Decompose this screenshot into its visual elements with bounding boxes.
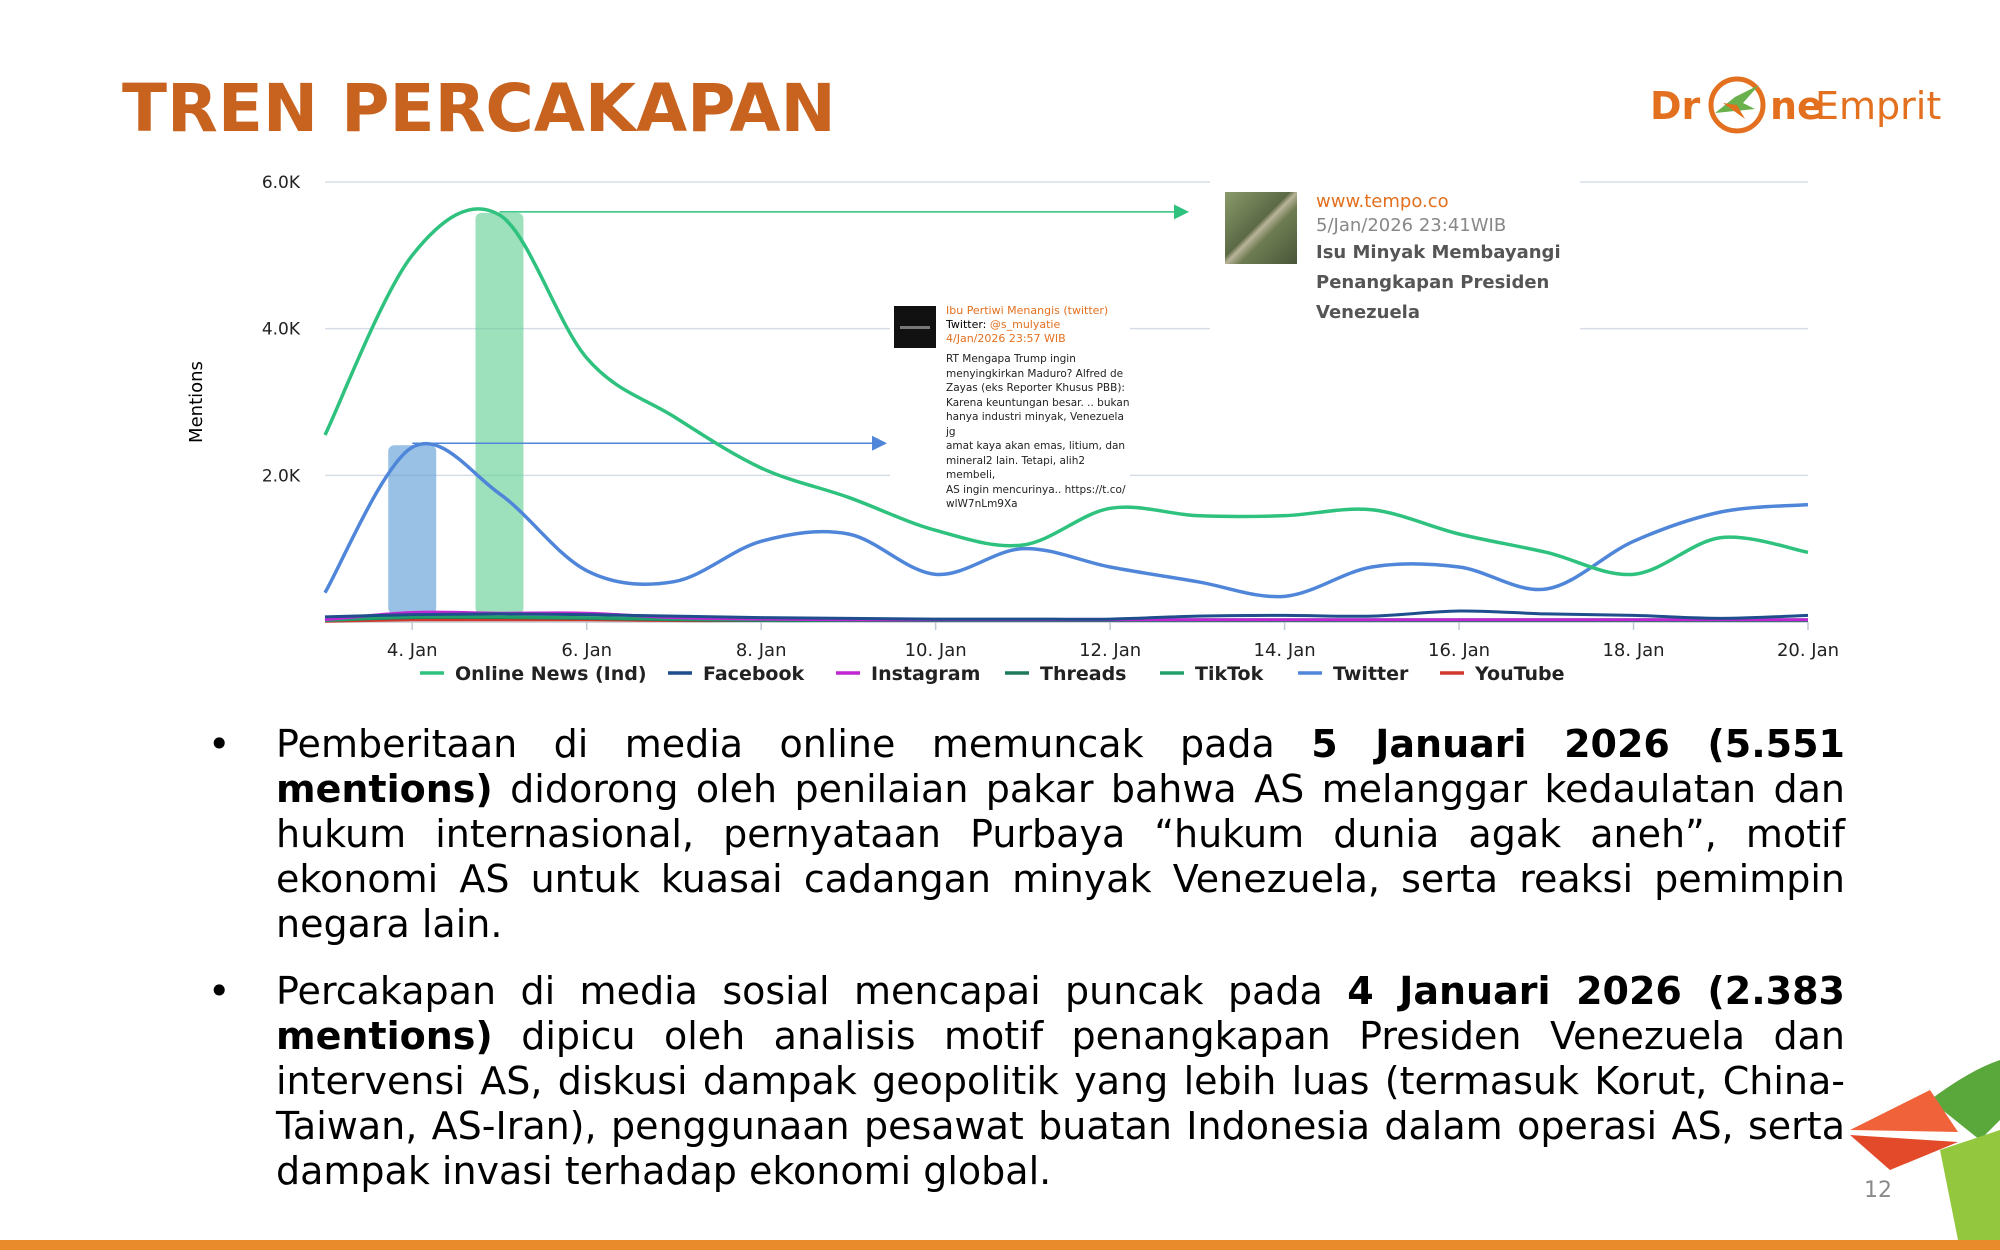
twitter-handle: @s_mulyatie <box>989 318 1061 331</box>
twitter-body-line: amat kaya akan emas, litium, dan <box>946 440 1126 452</box>
twitter-body-line: RT Mengapa Trump ingin <box>946 353 1076 365</box>
x-tick-label: 10. Jan <box>904 640 967 661</box>
finding-bullet-online-news <box>200 722 1845 947</box>
y-axis-label: Mentions <box>186 361 207 443</box>
twitter-post-annotation <box>890 298 1130 510</box>
news-thumbnail <box>1225 192 1297 264</box>
x-tick-label: 20. Jan <box>1776 640 1840 661</box>
legend-item-label[interactable]: TikTok <box>1195 663 1264 685</box>
tempo-news-annotation <box>1210 180 1580 330</box>
corner-leaf-decoration <box>1840 1050 2000 1250</box>
twitter-body-line: wlW7nLm9Xa <box>946 498 1018 510</box>
twitter-avatar <box>894 306 936 348</box>
twitter-body-line: hanya industri minyak, Venezuela jg <box>946 411 1124 438</box>
legend-item-label[interactable]: Online News (Ind) <box>455 663 647 685</box>
legend-item-label[interactable]: YouTube <box>1475 663 1565 685</box>
y-tick-label: 2.0K <box>261 466 300 487</box>
chart-y-tick-labels <box>262 173 301 486</box>
x-tick-label: 6. Jan <box>561 640 613 661</box>
legend-item-label[interactable]: Facebook <box>703 663 805 685</box>
twitter-datetime: 4/Jan/2026 23:57 WIB <box>946 332 1066 345</box>
chart-highlight-bars <box>388 213 523 614</box>
logo-text-dr: Dr <box>1650 84 1701 128</box>
twitter-source: Ibu Pertiwi Menangis (twitter) <box>946 304 1109 317</box>
news-headline-line: Penangkapan Presiden <box>1316 272 1550 293</box>
bullet-1-rest: didorong oleh penilaian pakar bahwa AS melanggar kedaulatan dan hukum internasional, pernyataan Purbaya “hukum dunia agak aneh”, motif ekonomi AS untuk kuasai cadangan minyak Venezuela, serta reaksi pemimpin negara lain. <box>276 767 1845 946</box>
twitter-body-line: menyingkirkan Maduro? Alfred de <box>946 367 1124 380</box>
highlight-bar <box>475 213 523 614</box>
twitter-handle-line <box>946 318 1136 332</box>
logo-text-ne: ne <box>1770 84 1823 128</box>
twitter-body-line: Zayas (eks Reporter Khusus PBB): <box>946 382 1125 394</box>
bottom-accent-bar <box>0 1240 2000 1250</box>
y-tick-label: 6.0K <box>261 173 300 193</box>
news-headline <box>1316 238 1561 328</box>
finding-bullet-social-media <box>200 969 1845 1194</box>
y-tick-label: 4.0K <box>261 319 300 340</box>
chart-x-tick-labels <box>387 622 1839 661</box>
logo-text-emprit: Emprit <box>1815 84 1942 128</box>
bullet-2-intro: Percakapan di media sosial mencapai puncak pada <box>276 969 1348 1013</box>
x-tick-label: 8. Jan <box>735 640 787 661</box>
news-datetime: 5/Jan/2026 23:41WIB <box>1316 215 1507 236</box>
bullet-1-intro: Pemberitaan di media online memuncak pada <box>276 722 1312 766</box>
news-headline-line: Venezuela <box>1316 302 1420 323</box>
news-source-link[interactable]: www.tempo.co <box>1316 191 1449 212</box>
findings-list <box>200 722 1845 1216</box>
bullet-dot: • <box>208 969 231 1013</box>
x-tick-label: 12. Jan <box>1079 640 1142 661</box>
twitter-body-line: mineral2 lain. Tetapi, alih2 membeli, <box>946 454 1086 481</box>
bullet-1-highlight: 5 Januari 2026 (5.551 mentions) <box>276 722 1846 811</box>
x-tick-label: 18. Jan <box>1602 640 1665 661</box>
page-title: TREN PERCAKAPAN <box>122 70 836 147</box>
page-number: 12 <box>1864 1178 1892 1203</box>
bullet-dot: • <box>208 722 231 766</box>
highlight-bar <box>388 445 436 614</box>
x-tick-label: 4. Jan <box>386 640 438 661</box>
avatar-icon <box>900 326 930 329</box>
twitter-body-line: AS ingin mencurinya.. https://t.co/ <box>946 483 1126 496</box>
twitter-body-line: Karena keuntungan besar. .. bukan <box>946 396 1130 409</box>
x-tick-label: 16. Jan <box>1428 640 1491 661</box>
legend-item-label[interactable]: Threads <box>1040 663 1127 685</box>
bullet-2-rest: dipicu oleh analisis motif penangkapan Presiden Venezuela dan intervensi AS, diskusi dampak geopolitik yang lebih luas (termasuk Korut, China-Taiwan, AS-Iran), penggunaan pesawat buatan Indonesia dalam operasi AS, serta dampak invasi terhadap ekonomi global. <box>276 1014 1845 1193</box>
x-tick-label: 14. Jan <box>1253 640 1316 661</box>
chart-legend <box>420 663 1564 685</box>
twitter-body <box>946 352 1136 512</box>
twitter-handle-prefix: Twitter: <box>946 318 990 331</box>
legend-item-label[interactable]: Twitter <box>1333 663 1409 685</box>
news-headline-line: Isu Minyak Membayangi <box>1316 242 1561 263</box>
legend-item-label[interactable]: Instagram <box>871 663 981 685</box>
bullet-2-highlight: 4 Januari 2026 (2.383 mentions) <box>276 969 1845 1058</box>
